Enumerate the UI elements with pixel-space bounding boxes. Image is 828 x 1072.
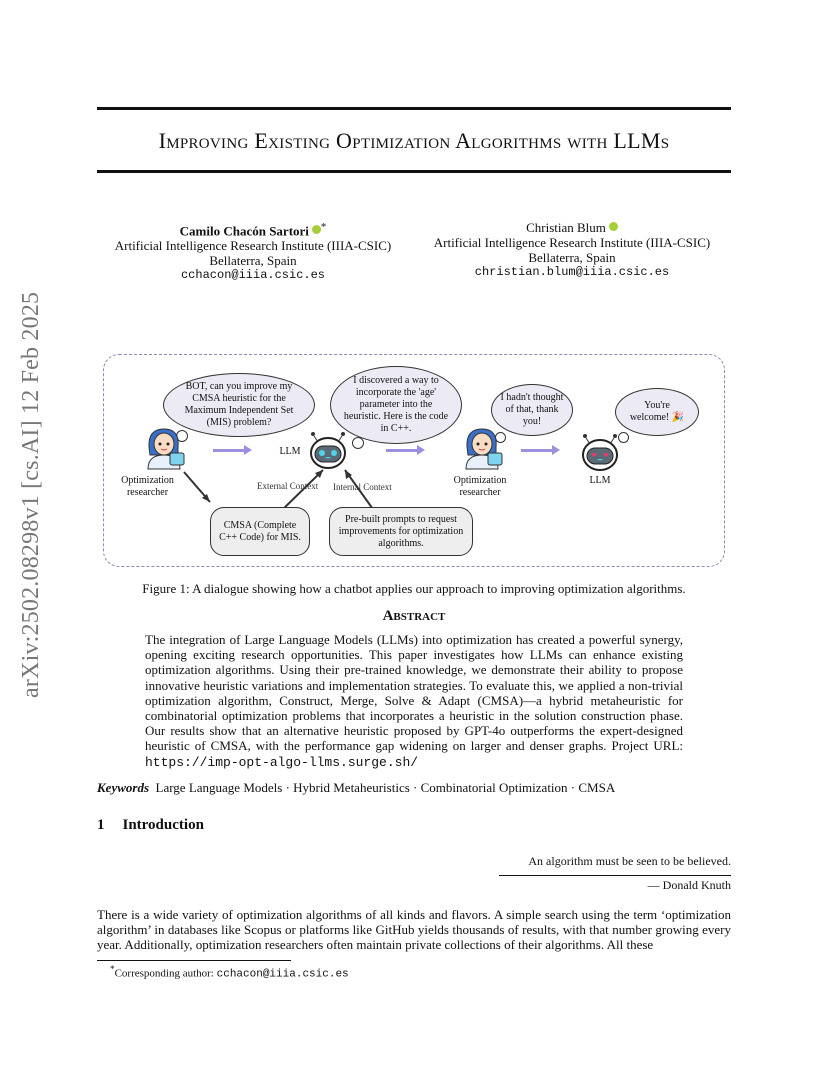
speech-bubble-llm-welcome [615,388,699,436]
section-number: 1 [97,817,105,833]
epigraph-author: — Donald Knuth [647,878,731,892]
section-title: Introduction [122,817,204,833]
footnote [110,964,349,981]
author-location: Bellaterra, Spain [528,250,616,265]
author-email[interactable]: christian.blum@iiia.csic.es [474,265,670,279]
author-affiliation: Artificial Intelligence Research Institute (IIIA-CSIC) [114,238,392,254]
author-email[interactable]: cchacon@iiia.csic.es [180,268,326,283]
orcid-icon[interactable] [609,222,618,231]
corresponding-marker: * [320,221,327,233]
arrow-right-icon [386,449,418,452]
footnote-marker: * [110,964,115,974]
bubble-text: BOT, can you improve my CMSA heuristic for the Maximum Independent Set (MIS) problem? [184,381,294,428]
section-heading [97,817,204,834]
arxiv-sidebar-stamp: arXiv:2502.08298v1 [cs.AI] 12 Feb 2025 [18,291,44,698]
thought-dot [352,437,364,449]
robot-llm-happy-icon [577,430,623,472]
author-block-2 [422,220,722,280]
bubble-text: You're welcome! 🎉 [629,400,685,423]
keywords-line [97,780,615,796]
researcher-avatar-icon [458,425,506,473]
abstract-text: The integration of Large Language Models (LLMs) into optimization has created a powerful synergy, opening exciting research opportunities. This paper investigates how LLMs can enhance existing optimization algorithms. Using their pre-trained knowledge, we demonstrate their ability to propose innovative heuristic variations and implementation strategies. To evaluate this, we applied a non-trivial optimization algorithm, Construct, Merge, Solve & Adapt (CMSA)—a hybrid metaheuristic for combinatorial optimization problems that incorporates a heuristic in the solution construction phase. Our results show that an alternative heuristic proposed by GPT-4o outperforms the expert-designed heuristic of CMSA, with the performance gap widening on larger and denser graphs. Project URL: [145,632,683,754]
bubble-text: I discovered a way to incorporate the 'age' parameter into the heuristic. Here is the code in C++. [343,375,449,434]
footnote-text: Corresponding author: [114,967,217,980]
author-block-1 [103,220,403,283]
project-url-link[interactable]: https://imp-opt-algo-llms.surge.sh/ [145,754,419,770]
external-context-label: External Context [257,481,319,491]
paper-title: Improving Existing Optimization Algorithms with LLMs [158,128,670,153]
bubble-text: I hadn't thought of that, thank you! [500,392,564,427]
researcher-label: Optimization researcher [453,475,507,498]
title-top-rule [97,107,731,110]
footnote-email[interactable]: cchacon@iiia.csic.es [216,968,349,981]
box-text: Pre-built prompts to request improvements for optimization algorithms. [338,513,464,549]
figure-caption: Figure 1: A dialogue showing how a chatbot applies our approach to improving optimization algorithms. [142,581,686,596]
keywords-list: Large Language Models · Hybrid Metaheuristics · Combinatorial Optimization · CMSA [155,780,616,795]
intro-paragraph: There is a wide variety of optimization algorithms of all kinds and flavors. A simple search using the term ‘optimization algorithm’ in databases like Scopus or platforms like GitHub yields thousands of results, with that number growing every year. Additionally, optimization researchers often maintain private collections of their algorithms. All these [97,907,731,953]
footnote-rule [97,960,291,961]
epigraph-rule [499,875,731,876]
arrow-right-icon [521,449,553,452]
llm-label: LLM [589,475,611,486]
box-text: CMSA (Complete C++ Code) for MIS. [219,519,301,543]
researcher-label: Optimization researcher [121,475,174,498]
title-bottom-rule [97,170,731,173]
llm-label: LLM [279,446,301,457]
author-name: Christian Blum [526,220,606,235]
orcid-icon[interactable] [312,225,321,234]
abstract-heading: Abstract [382,608,446,624]
abstract-body [145,632,683,770]
prebuilt-prompts-box [329,507,473,556]
keywords-label: Keywords [97,780,149,795]
cmsa-code-box [210,507,310,556]
author-affiliation: Artificial Intelligence Research Institute (IIIA-CSIC) [433,235,711,250]
epigraph-quote: An algorithm must be seen to be believed. [528,854,731,868]
author-location: Bellaterra, Spain [209,253,297,269]
arrow-right-icon [213,449,245,452]
internal-context-label: Internal Context [333,482,392,492]
author-name: Camilo Chacón Sartori [179,223,309,239]
